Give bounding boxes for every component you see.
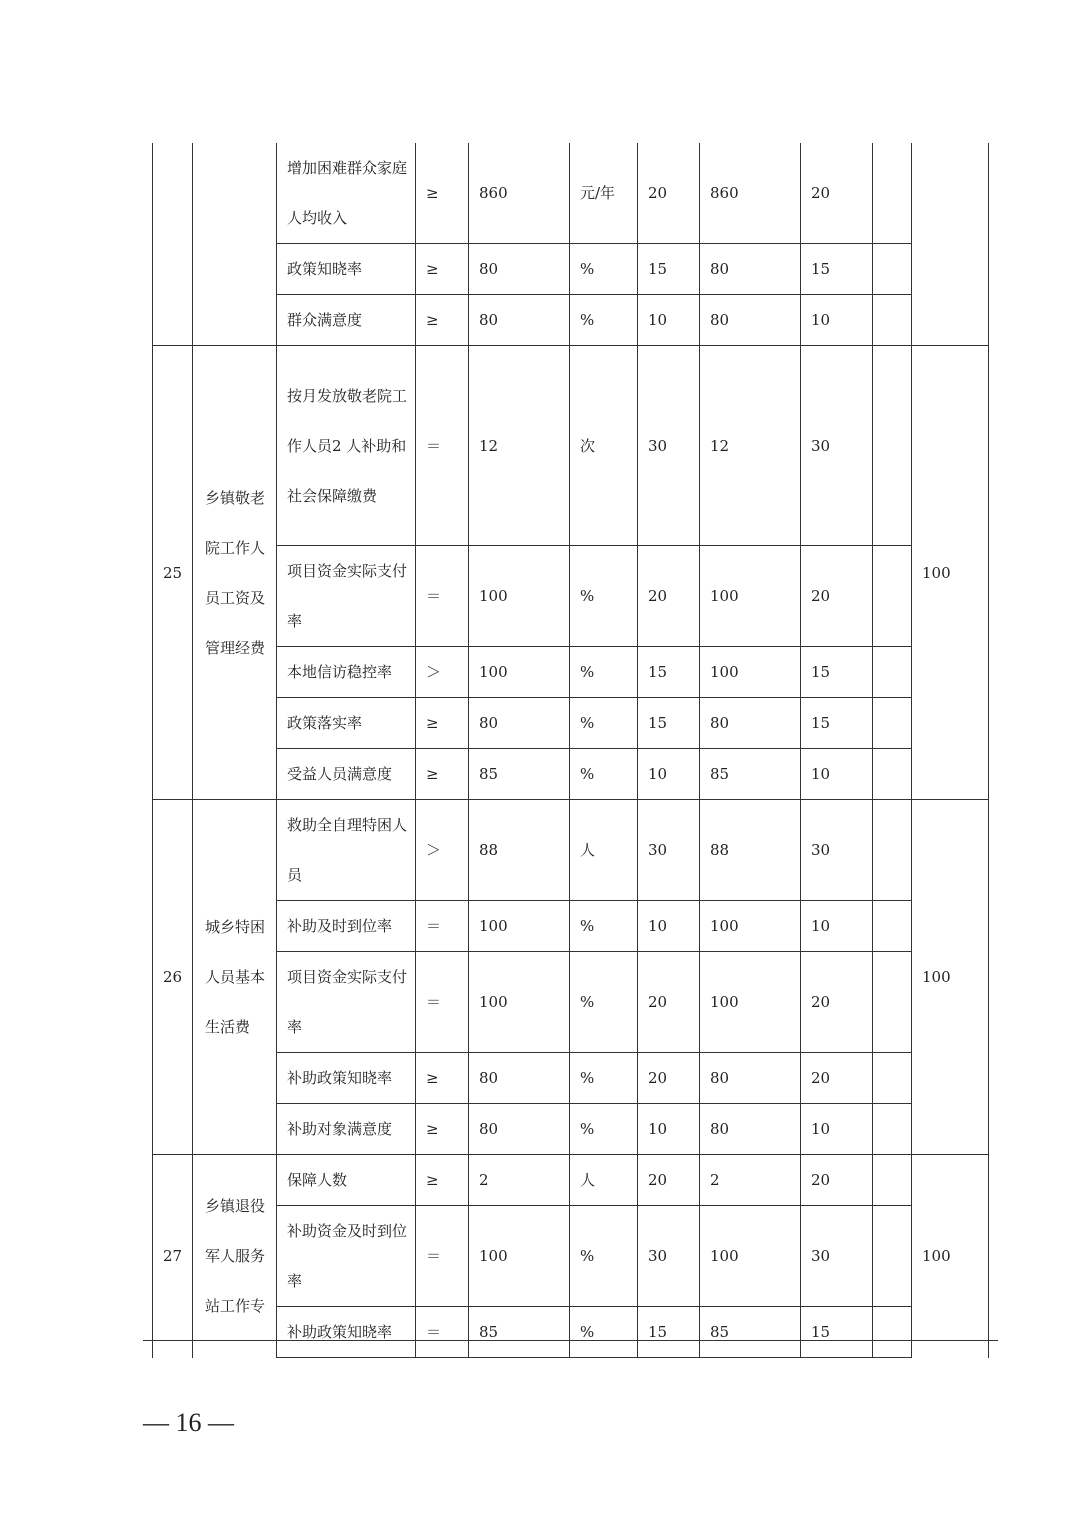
indicator-cell: 政策知晓率	[277, 244, 416, 295]
table-row	[153, 1104, 989, 1155]
weight-cell: 20	[638, 1053, 700, 1104]
project-number-cell: 27	[153, 1155, 193, 1358]
target-cell: 100	[469, 952, 570, 1053]
actual-cell: 80	[700, 698, 801, 749]
unit-cell: %	[570, 1307, 638, 1358]
remark-cell	[873, 295, 912, 346]
remark-cell	[873, 800, 912, 901]
unit-cell: 元/年	[570, 143, 638, 244]
project-number-cell: 26	[153, 800, 193, 1155]
actual-cell: 85	[700, 749, 801, 800]
unit-cell: %	[570, 244, 638, 295]
remark-cell	[873, 952, 912, 1053]
remark-cell	[873, 647, 912, 698]
weight-cell: 30	[638, 800, 700, 901]
table-row	[153, 1307, 989, 1358]
target-cell: 80	[469, 295, 570, 346]
operator-cell: ＝	[416, 952, 469, 1053]
weight-cell: 20	[638, 952, 700, 1053]
target-cell: 85	[469, 1307, 570, 1358]
unit-cell: 人	[570, 1155, 638, 1206]
operator-cell: ≥	[416, 295, 469, 346]
operator-cell: ≥	[416, 1104, 469, 1155]
weight-cell: 20	[638, 1155, 700, 1206]
operator-cell: ＝	[416, 1307, 469, 1358]
table-row	[153, 901, 989, 952]
target-cell: 100	[469, 647, 570, 698]
weight-cell: 30	[638, 346, 700, 546]
table-row	[153, 1053, 989, 1104]
actual-cell: 100	[700, 546, 801, 647]
indicator-cell: 政策落实率	[277, 698, 416, 749]
weight-cell: 15	[638, 244, 700, 295]
operator-cell: ≥	[416, 244, 469, 295]
remark-cell	[873, 1307, 912, 1358]
weight-cell: 15	[638, 698, 700, 749]
unit-cell: 人	[570, 800, 638, 901]
indicator-cell: 补助政策知晓率	[277, 1307, 416, 1358]
target-cell: 80	[469, 698, 570, 749]
unit-cell: %	[570, 952, 638, 1053]
actual-cell: 860	[700, 143, 801, 244]
operator-cell: ≥	[416, 143, 469, 244]
remark-cell	[873, 143, 912, 244]
remark-cell	[873, 1104, 912, 1155]
total-score-cell	[912, 143, 989, 346]
actual-cell: 80	[700, 1053, 801, 1104]
table-row	[153, 143, 989, 244]
project-name-cell: 城乡特困人员基本生活费	[193, 800, 277, 1155]
score-cell: 30	[801, 800, 873, 901]
table-row	[153, 1206, 989, 1307]
unit-cell: %	[570, 295, 638, 346]
unit-cell: %	[570, 749, 638, 800]
score-cell: 30	[801, 346, 873, 546]
score-cell: 15	[801, 244, 873, 295]
target-cell: 80	[469, 244, 570, 295]
indicator-cell: 增加困难群众家庭人均收入	[277, 143, 416, 244]
unit-cell: %	[570, 1104, 638, 1155]
weight-cell: 10	[638, 901, 700, 952]
table-row	[153, 346, 989, 546]
indicator-cell: 群众满意度	[277, 295, 416, 346]
score-cell: 20	[801, 143, 873, 244]
operator-cell: ＝	[416, 346, 469, 546]
actual-cell: 85	[700, 1307, 801, 1358]
weight-cell: 10	[638, 295, 700, 346]
actual-cell: 2	[700, 1155, 801, 1206]
total-score-cell: 100	[912, 800, 989, 1155]
remark-cell	[873, 749, 912, 800]
table-row	[153, 749, 989, 800]
table-row	[153, 244, 989, 295]
remark-cell	[873, 1206, 912, 1307]
total-score-cell: 100	[912, 346, 989, 800]
table-row	[153, 546, 989, 647]
weight-cell: 10	[638, 1104, 700, 1155]
operator-cell: ≥	[416, 1053, 469, 1104]
actual-cell: 12	[700, 346, 801, 546]
remark-cell	[873, 346, 912, 546]
indicator-cell: 本地信访稳控率	[277, 647, 416, 698]
operator-cell: ≥	[416, 1155, 469, 1206]
indicator-cell: 补助政策知晓率	[277, 1053, 416, 1104]
table-row	[153, 647, 989, 698]
score-cell: 20	[801, 1053, 873, 1104]
project-number-cell	[153, 143, 193, 346]
operator-cell: ＝	[416, 901, 469, 952]
page-number: — 16 —	[143, 1408, 234, 1437]
actual-cell: 100	[700, 1206, 801, 1307]
target-cell: 100	[469, 546, 570, 647]
table-row	[153, 295, 989, 346]
target-cell: 12	[469, 346, 570, 546]
performance-table	[152, 143, 989, 1358]
score-cell: 10	[801, 901, 873, 952]
score-cell: 15	[801, 698, 873, 749]
score-cell: 20	[801, 952, 873, 1053]
target-cell: 100	[469, 901, 570, 952]
indicator-cell: 受益人员满意度	[277, 749, 416, 800]
weight-cell: 30	[638, 1206, 700, 1307]
operator-cell: ＞	[416, 800, 469, 901]
project-name-cell: 乡镇退役军人服务站工作专	[193, 1155, 277, 1358]
project-name-cell: 乡镇敬老院工作人员工资及管理经费	[193, 346, 277, 800]
weight-cell: 15	[638, 647, 700, 698]
table-row	[153, 1155, 989, 1206]
remark-cell	[873, 901, 912, 952]
weight-cell: 15	[638, 1307, 700, 1358]
target-cell: 2	[469, 1155, 570, 1206]
score-cell: 15	[801, 647, 873, 698]
operator-cell: ＝	[416, 546, 469, 647]
target-cell: 860	[469, 143, 570, 244]
score-cell: 10	[801, 295, 873, 346]
table-row	[153, 952, 989, 1053]
weight-cell: 10	[638, 749, 700, 800]
actual-cell: 100	[700, 901, 801, 952]
actual-cell: 80	[700, 244, 801, 295]
project-number-cell: 25	[153, 346, 193, 800]
actual-cell: 80	[700, 1104, 801, 1155]
indicator-cell: 项目资金实际支付率	[277, 952, 416, 1053]
target-cell: 80	[469, 1053, 570, 1104]
total-score-cell: 100	[912, 1155, 989, 1358]
unit-cell: %	[570, 901, 638, 952]
remark-cell	[873, 244, 912, 295]
unit-cell: %	[570, 1206, 638, 1307]
operator-cell: ≥	[416, 698, 469, 749]
unit-cell: %	[570, 1053, 638, 1104]
operator-cell: ＞	[416, 647, 469, 698]
actual-cell: 100	[700, 647, 801, 698]
table-row	[153, 698, 989, 749]
indicator-cell: 救助全自理特困人员	[277, 800, 416, 901]
actual-cell: 100	[700, 952, 801, 1053]
operator-cell: ＝	[416, 1206, 469, 1307]
table-row	[153, 800, 989, 901]
table-bottom-rule	[143, 1340, 998, 1341]
score-cell: 10	[801, 1104, 873, 1155]
target-cell: 80	[469, 1104, 570, 1155]
score-cell: 20	[801, 1155, 873, 1206]
unit-cell: 次	[570, 346, 638, 546]
unit-cell: %	[570, 698, 638, 749]
project-name-cell	[193, 143, 277, 346]
indicator-cell: 补助对象满意度	[277, 1104, 416, 1155]
target-cell: 100	[469, 1206, 570, 1307]
target-cell: 85	[469, 749, 570, 800]
indicator-cell: 补助及时到位率	[277, 901, 416, 952]
score-cell: 15	[801, 1307, 873, 1358]
weight-cell: 20	[638, 143, 700, 244]
operator-cell: ≥	[416, 749, 469, 800]
indicator-cell: 项目资金实际支付率	[277, 546, 416, 647]
weight-cell: 20	[638, 546, 700, 647]
actual-cell: 88	[700, 800, 801, 901]
remark-cell	[873, 546, 912, 647]
target-cell: 88	[469, 800, 570, 901]
unit-cell: %	[570, 647, 638, 698]
indicator-cell: 保障人数	[277, 1155, 416, 1206]
indicator-cell: 按月发放敬老院工作人员2 人补助和社会保障缴费	[277, 346, 416, 546]
indicator-cell: 补助资金及时到位率	[277, 1206, 416, 1307]
remark-cell	[873, 698, 912, 749]
remark-cell	[873, 1053, 912, 1104]
remark-cell	[873, 1155, 912, 1206]
unit-cell: %	[570, 546, 638, 647]
score-cell: 30	[801, 1206, 873, 1307]
score-cell: 20	[801, 546, 873, 647]
actual-cell: 80	[700, 295, 801, 346]
score-cell: 10	[801, 749, 873, 800]
